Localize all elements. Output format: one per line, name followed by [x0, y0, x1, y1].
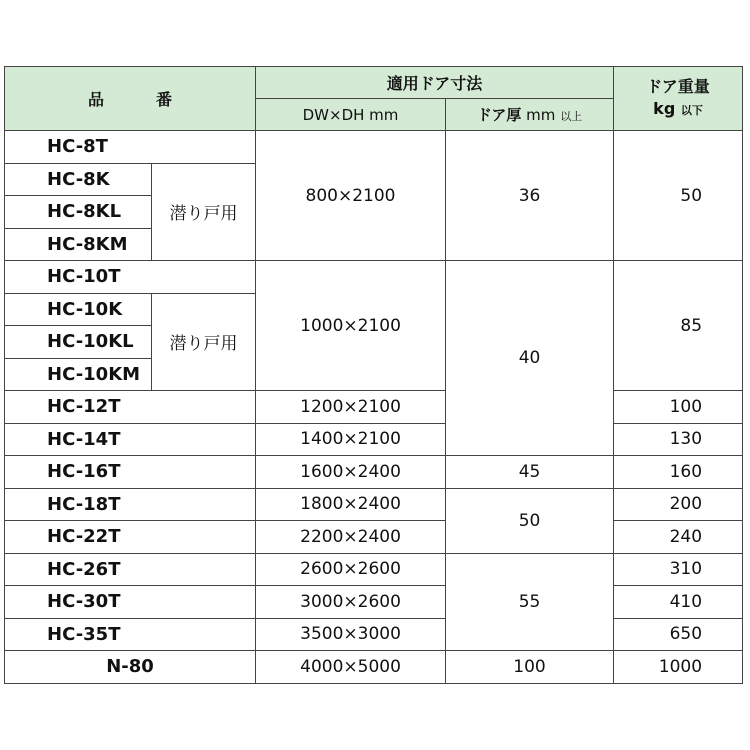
weight-cell: 410 [614, 586, 743, 619]
size-cell: 3000×2600 [256, 586, 446, 619]
thickness-cell: 100 [446, 651, 614, 684]
header-thickness-unit: mm [526, 106, 556, 124]
size-cell: 2600×2600 [256, 553, 446, 586]
size-cell: 3500×3000 [256, 618, 446, 651]
model-cell: HC-8KM [5, 228, 152, 261]
model-cell: HC-10KM [5, 358, 152, 391]
size-cell: 1200×2100 [256, 391, 446, 424]
weight-cell: 130 [614, 423, 743, 456]
model-cell: HC-30T [5, 586, 256, 619]
model-cell: N-80 [5, 651, 256, 684]
header-applicable-size: 適用ドア寸法 [256, 67, 614, 99]
model-cell: HC-8K [5, 163, 152, 196]
size-cell: 4000×5000 [256, 651, 446, 684]
weight-cell: 85 [614, 261, 743, 391]
size-cell: 2200×2400 [256, 521, 446, 554]
table-row [5, 618, 743, 651]
size-cell: 1800×2400 [256, 488, 446, 521]
header-dw-dh: DW×DH mm [256, 99, 446, 131]
model-cell: HC-22T [5, 521, 256, 554]
table-row [5, 261, 743, 294]
table-row [5, 521, 743, 554]
header-thickness [446, 99, 614, 131]
model-cell: HC-8T [5, 131, 256, 164]
model-cell: HC-10T [5, 261, 256, 294]
thickness-cell: 36 [446, 131, 614, 261]
weight-cell: 310 [614, 553, 743, 586]
table-row [5, 131, 743, 164]
model-cell: HC-12T [5, 391, 256, 424]
header-weight-unit: kg [653, 98, 676, 118]
weight-cell: 100 [614, 391, 743, 424]
table-row [5, 586, 743, 619]
model-cell: HC-26T [5, 553, 256, 586]
weight-cell: 650 [614, 618, 743, 651]
weight-cell: 200 [614, 488, 743, 521]
spec-table [4, 66, 743, 684]
table-row [5, 456, 743, 489]
model-cell: HC-35T [5, 618, 256, 651]
size-cell: 1000×2100 [256, 261, 446, 391]
table-row [5, 553, 743, 586]
note-cell: 潜り戸用 [152, 293, 256, 391]
header-product: 品 番 [5, 67, 256, 131]
thickness-cell: 55 [446, 553, 614, 651]
header-weight [614, 67, 743, 131]
model-cell: HC-14T [5, 423, 256, 456]
table-row [5, 423, 743, 456]
model-cell: HC-16T [5, 456, 256, 489]
weight-cell: 240 [614, 521, 743, 554]
header-thickness-label: ドア厚 [476, 106, 522, 124]
header-thickness-suffix: 以上 [560, 110, 583, 123]
header-row-1 [5, 67, 743, 99]
weight-cell: 160 [614, 456, 743, 489]
size-cell: 800×2100 [256, 131, 446, 261]
thickness-cell: 40 [446, 261, 614, 456]
table-row [5, 488, 743, 521]
thickness-cell: 45 [446, 456, 614, 489]
table-row [5, 651, 743, 684]
weight-cell: 50 [614, 131, 743, 261]
header-weight-suffix: 以下 [680, 103, 703, 117]
size-cell: 1400×2100 [256, 423, 446, 456]
thickness-cell: 50 [446, 488, 614, 553]
model-cell: HC-10K [5, 293, 152, 326]
weight-cell: 1000 [614, 651, 743, 684]
size-cell: 1600×2400 [256, 456, 446, 489]
table-row [5, 391, 743, 424]
note-cell: 潜り戸用 [152, 163, 256, 261]
header-weight-title: ドア重量 [646, 76, 710, 96]
model-cell: HC-8KL [5, 196, 152, 229]
model-cell: HC-10KL [5, 326, 152, 359]
model-cell: HC-18T [5, 488, 256, 521]
